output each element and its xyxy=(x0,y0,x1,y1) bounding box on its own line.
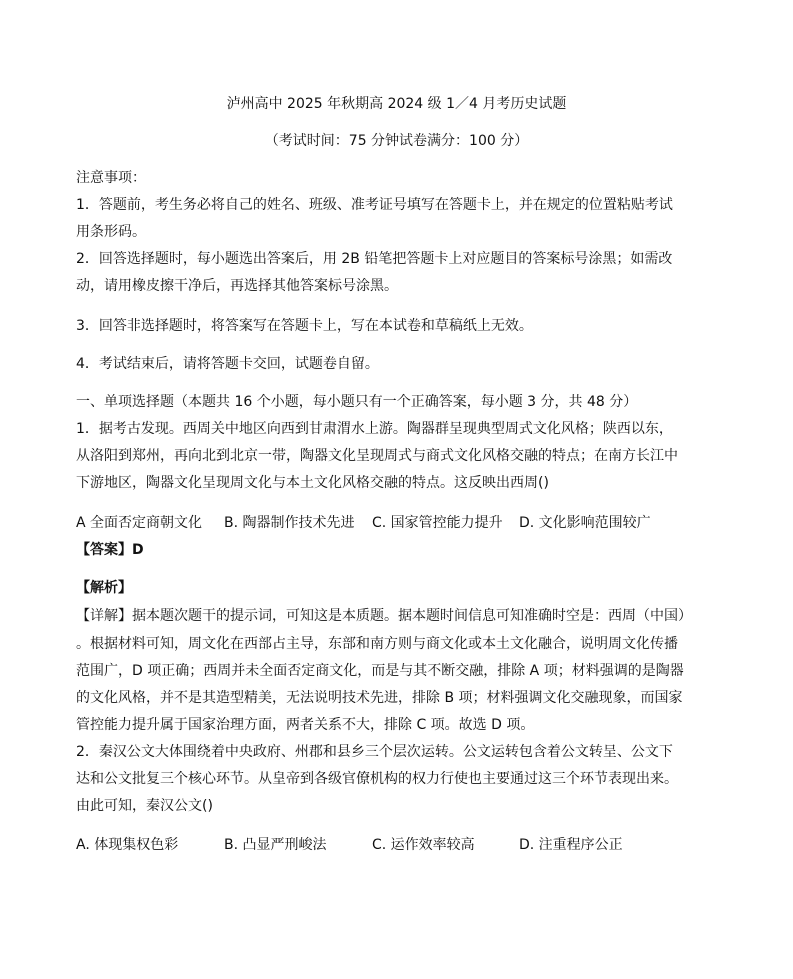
notice-item-2-line-2: 动，请用橡皮擦干净后，再选择其他答案标号涂黑。 xyxy=(76,278,398,294)
question-2-option-d: D. 注重程序公正 xyxy=(519,837,623,853)
question-1-detail-line-3: 范围广，D 项正确；西周并未全面否定商文化，而是与其不断交融，排除 A 项；材料强调的是陶器 xyxy=(76,663,684,679)
notice-item-3: 3．回答非选择题时，将答案写在答题卡上，写在本试卷和草稿纸上无效。 xyxy=(76,318,533,334)
question-1-detail-line-5: 管控能力提升属于国家治理方面，两者关系不大，排除 C 项。故选 D 项。 xyxy=(76,717,535,733)
question-2-line-3: 由此可知，秦汉公文() xyxy=(76,798,213,814)
exam-subtitle: （考试时间：75 分钟试卷满分：100 分） xyxy=(264,133,529,149)
exam-title: 泸州高中 2025 年秋期高 2024 级 1／4 月考历史试题 xyxy=(226,96,567,112)
notice-item-4: 4．考试结束后，请将答题卡交回，试题卷自留。 xyxy=(76,356,379,372)
question-1-option-b: B. 陶器制作技术先进 xyxy=(224,515,355,531)
question-2-option-c: C. 运作效率较高 xyxy=(372,837,475,853)
question-1-analysis-label: 【解析】 xyxy=(76,580,132,596)
question-2-line-2: 达和公文批复三个核心环节。从皇帝到各级官僚机构的权力行使也主要通过这三个环节表现出来。 xyxy=(76,771,678,787)
question-1-line-1: 1．据考古发现。西周关中地区向西到甘肃渭水上游。陶器群呈现典型周式文化风格；陕西以东， xyxy=(76,421,673,437)
question-1-detail-line-4: 的文化风格，并不是其造型精美，无法说明技术先进，排除 B 项；材料强调文化交融现象，而国家 xyxy=(76,690,683,706)
question-1-option-a: A 全面否定商朝文化 xyxy=(76,515,203,531)
question-1-detail-line-2: 。根据材料可知，周文化在西部占主导，东部和南方则与商文化或本土文化融合，说明周文化传播 xyxy=(76,636,678,652)
notice-item-1-line-2: 用条形码。 xyxy=(76,224,146,240)
question-2-option-a: A. 体现集权色彩 xyxy=(76,837,179,853)
notice-item-2-line-1: 2．回答选择题时，每小题选出答案后，用 2B 铅笔把答题卡上对应题目的答案标号涂黑；如需改 xyxy=(76,251,673,267)
question-1-answer: 【答案】D xyxy=(76,542,144,558)
question-1-option-c: C. 国家管控能力提升 xyxy=(372,515,503,531)
question-1-option-d: D. 文化影响范围较广 xyxy=(519,515,651,531)
question-1-line-2: 从洛阳到郑州，再向北到北京一带，陶器文化呈现周式与商式文化风格交融的特点；在南方长江中 xyxy=(76,448,678,464)
question-1-line-3: 下游地区，陶器文化呈现周文化与本土文化风格交融的特点。这反映出西周() xyxy=(76,475,549,491)
section-1-heading: 一、单项选择题（本题共 16 个小题，每小题只有一个正确答案，每小题 3 分，共 48 分） xyxy=(76,394,638,410)
notice-heading: 注意事项： xyxy=(76,170,146,186)
question-2-option-b: B. 凸显严刑峻法 xyxy=(224,837,327,853)
question-2-line-1: 2．秦汉公文大体围绕着中央政府、州郡和县乡三个层次运转。公文运转包含着公文转呈、公文下 xyxy=(76,744,673,760)
question-1-detail-line-1: 【详解】据本题次题干的提示词，可知这是本质题。据本题时间信息可知准确时空是：西周（中国） xyxy=(76,608,692,624)
notice-item-1-line-1: 1．答题前，考生务必将自己的姓名、班级、准考证号填写在答题卡上，并在规定的位置粘贴考试 xyxy=(76,197,673,213)
